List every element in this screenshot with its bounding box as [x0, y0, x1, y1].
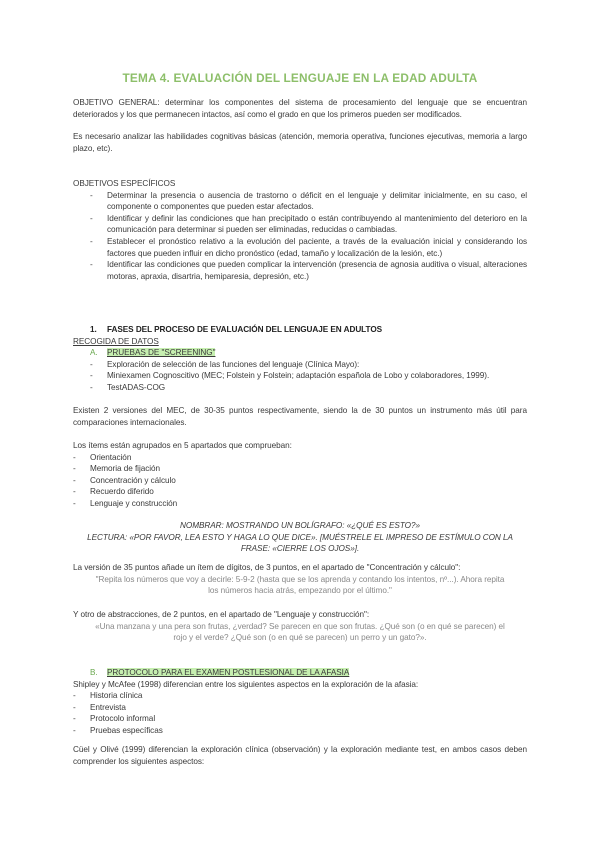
list-item: - Lenguaje y construcción — [73, 498, 527, 510]
list-item: - Recuerdo diferido — [73, 486, 527, 498]
lectura-line-2: FRASE: «CIERRE LOS OJOS»]. — [240, 544, 360, 554]
list-item: - Establecer el pronóstico relativo a la evolución del paciente, a través de la evaluación inicial y considerando los factores que pueden influir en dicho pronóstico (edad, tamaño y localización de la lesión, etc.) — [90, 236, 527, 259]
lectura-line-1: LECTURA: «POR FAVOR, LEA ESTO Y HAGA LO QUE DICE». [MUÉSTRELE EL IMPRESO DE ESTÍMULO CON LA — [87, 532, 513, 542]
list-item: - Pruebas específicas — [73, 725, 527, 737]
section-1-heading: 1. FASES DEL PROCESO DE EVALUACIÓN DEL LENGUAJE EN ADULTOS — [90, 325, 383, 334]
list-item: - Identificar las condiciones que pueden complicar la intervención (presencia de agnosia auditiva o visual, alteraciones motoras, apraxia, disartria, hemiparesia, depresión, etc.) — [90, 259, 527, 282]
objetivo-general: OBJETIVO GENERAL: determinar los componentes del sistema de procesamiento del lenguaje que se encuentran deteriorados y los que permanecen intactos, así como el grado en que los primeros pueden ser modificados. — [73, 98, 527, 119]
list-item: - Entrevista — [73, 702, 527, 714]
nombrar-line: NOMBRAR: MOSTRANDO UN BOLÍGRAFO: «¿QUÉ ES ESTO?» — [180, 521, 420, 530]
list-item: - Miniexamen Cognoscitivo (MEC; Folstein y Folstein; adaptación española de Lobo y colaboradores, 1999). — [90, 370, 527, 382]
page-title: TEMA 4. EVALUACIÓN DEL LENGUAJE EN LA EDAD ADULTA — [122, 71, 478, 85]
recogida-datos-heading: RECOGIDA DE DATOS — [73, 336, 159, 346]
list-item: - Exploración de selección de las funciones del lenguaje (Clínica Mayo): — [90, 359, 527, 371]
list-item: - Protocolo informal — [73, 713, 527, 725]
digitos-quote-1: "Repita los números que voy a decirle: 5-9-2 (hasta que se los aprenda y contando los intentos, nº...). Ahora repita — [95, 574, 505, 584]
section-1 — [73, 324, 527, 394]
mec-paragraph: Existen 2 versiones del MEC, de 30-35 puntos respectivamente, siendo la de 30 puntos un instrumento más útil para comparaciones internacionales. — [73, 406, 527, 427]
objetivos-especificos-heading: OBJETIVOS ESPECÍFICOS — [73, 179, 176, 188]
version-35-paragraph: La versión de 35 puntos añade un ítem de dígitos, de 3 puntos, en el apartado de "Concentración y cálculo": — [73, 563, 461, 572]
habilidades-paragraph: Es necesario analizar las habilidades cognitivas básicas (atención, memoria operativa, funciones ejecutivas, memoria a largo plazo, etc). — [73, 132, 527, 153]
abstracciones-paragraph: Y otro de abstracciones, de 2 puntos, en el apartado de "Lenguaje y construcción": — [73, 610, 370, 619]
version-35-block — [73, 562, 527, 597]
subsection-b-heading: B. PROTOCOLO PARA EL EXAMEN POSTLESIONAL DE LA AFASIA — [90, 668, 350, 677]
list-item: - Identificar y definir las condiciones que han precipitado o están contribuyendo al mantenimiento del deterioro en la comunicación para determinar si pueden ser eliminadas, reducidas o cambiadas. — [90, 213, 527, 236]
list-item: - Concentración y cálculo — [73, 475, 527, 487]
list-item: - Memoria de fijación — [73, 463, 527, 475]
cuel-paragraph: Cüel y Olivé (1999) diferencian la exploración clínica (observación) y la exploración mediante test, en ambos casos deben comprender los siguientes aspectos: — [73, 745, 527, 766]
list-item: - Historia clínica — [73, 690, 527, 702]
abstracciones-block — [73, 609, 527, 644]
list-item: - Orientación — [73, 452, 527, 464]
fruta-quote-2: rojo y el verde? ¿Qué son (o en qué se parecen) un perro y un gato?». — [173, 633, 427, 643]
objetivos-especificos — [73, 178, 527, 282]
apartados-block — [73, 440, 527, 510]
fruta-quote-1: «Una manzana y una pera son frutas, ¿verdad? Se parecen en que son frutas. ¿Qué son (o en qué se parecen) el — [95, 621, 505, 631]
list-item: - TestADAS-COG — [90, 382, 527, 394]
subsection-b — [73, 667, 527, 737]
list-item: - Determinar la presencia o ausencia de trastorno o déficit en el lenguaje y delimitar inicialmente, en su caso, el componente o componentes que pueden estar afectados. — [90, 190, 527, 213]
mec-examples — [73, 520, 527, 555]
subsection-a-heading: A. PRUEBAS DE "SCREENING" — [90, 348, 216, 358]
digitos-quote-2: los números hacia atrás, empezando por el último." — [208, 586, 392, 596]
shipley-paragraph: Shipley y McAfee (1998) diferencian entre los siguientes aspectos en la exploración de la afasia: — [73, 679, 419, 689]
items-intro: Los ítems están agrupados en 5 apartados que comprueban: — [73, 441, 292, 450]
